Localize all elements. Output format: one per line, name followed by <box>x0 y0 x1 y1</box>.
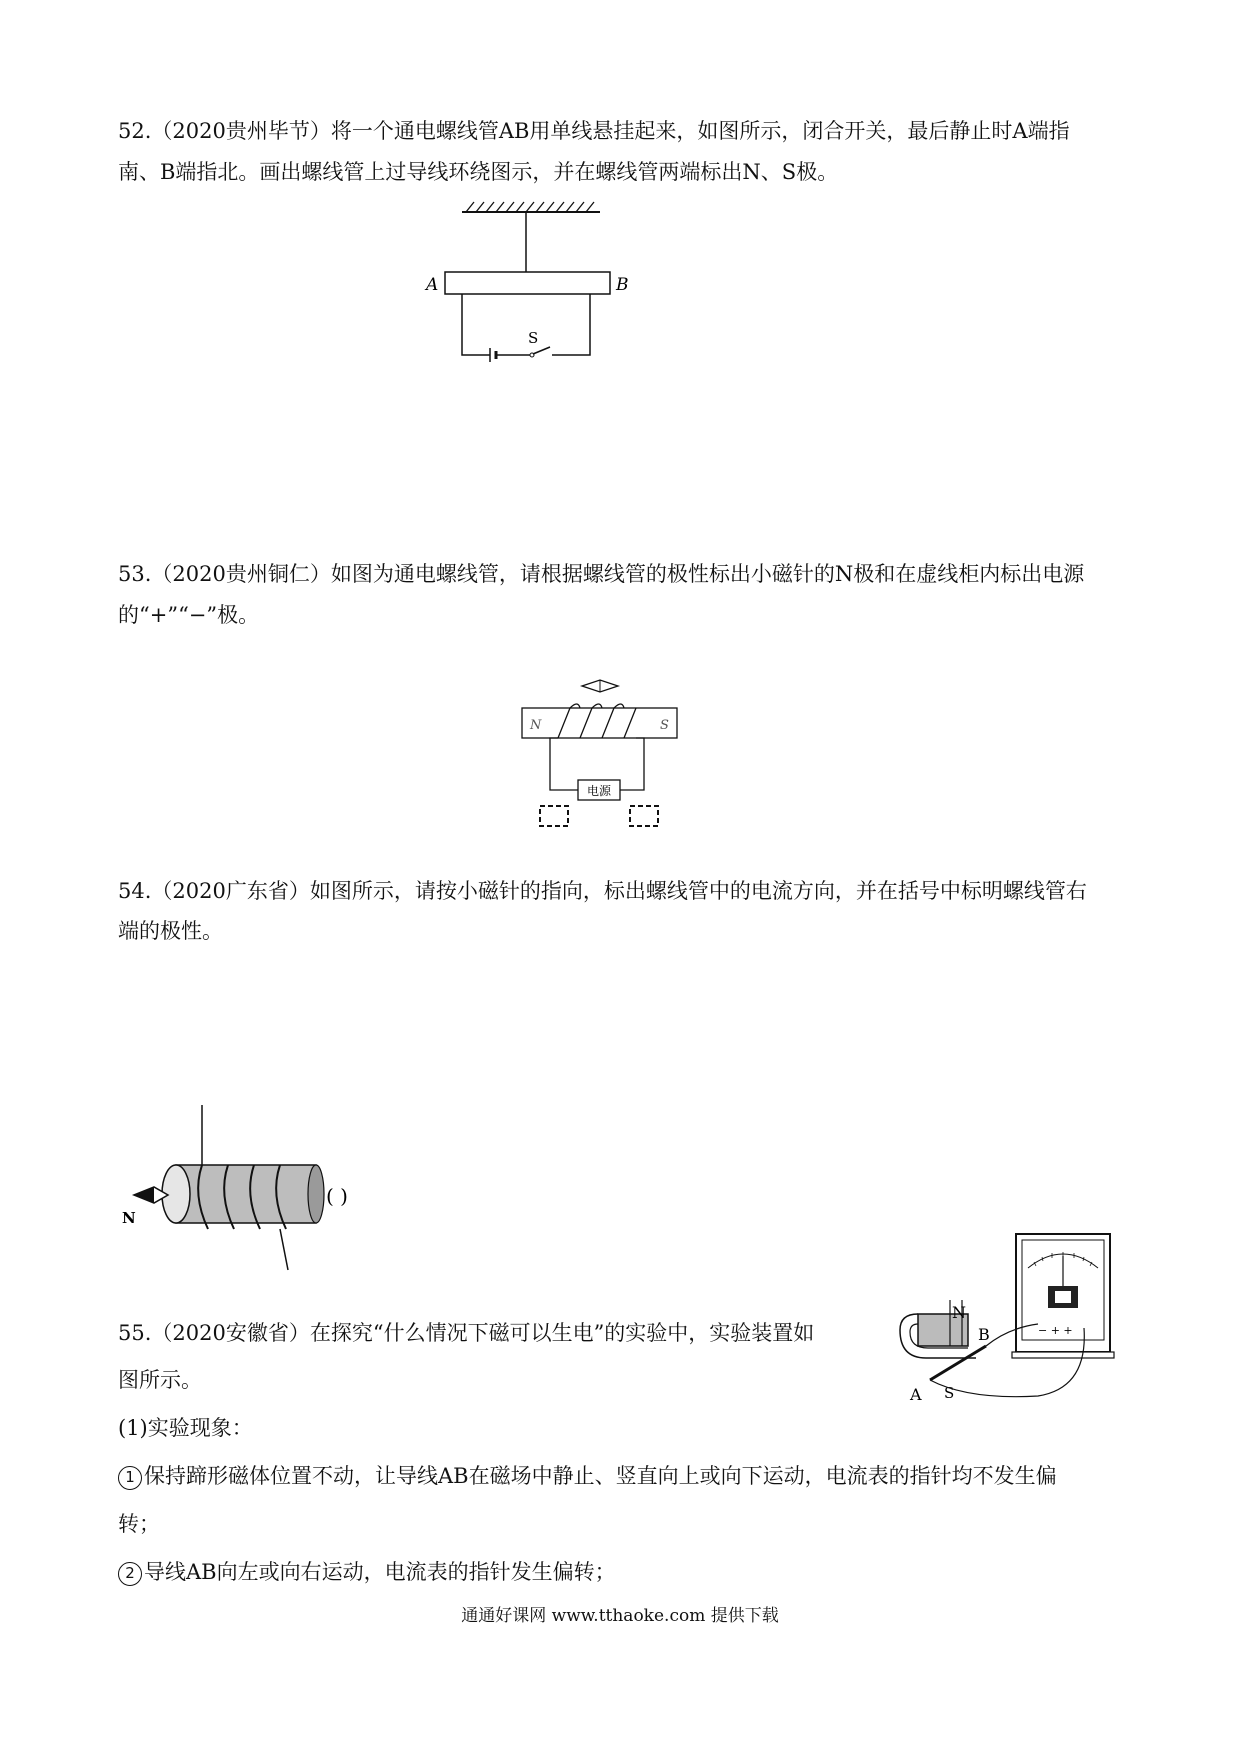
q54-text-line1: 54.（2020广东省）如图所示，请按小磁针的指向，标出螺线管中的电流方向，并在括号中标明螺线管右 <box>118 879 1087 903</box>
magnet-label-n: N <box>952 1303 966 1322</box>
q55-text-line1: 55.（2020安徽省）在探究“什么情况下磁可以生电”的实验中，实验装置如 <box>118 1321 815 1345</box>
switch-s <box>533 347 550 354</box>
meter-terminals: − + + <box>1038 1324 1073 1337</box>
q54-figure <box>118 1095 378 1280</box>
q52-text-line1: 52.（2020贵州毕节）将一个通电螺线管AB用单线悬挂起来，如图所示，闭合开关，最后静止时A端指 <box>118 119 1070 143</box>
q55-item2-text: 导线AB向左或向右运动，电流表的指针发生偏转； <box>144 1560 616 1584</box>
q55-item2 <box>118 1557 616 1587</box>
label-s: S <box>660 718 669 733</box>
circled-number-2: 2 <box>118 1562 142 1586</box>
wire-label-b: B <box>978 1325 990 1344</box>
q53-text-line2: 的“+”“−”极。 <box>118 603 260 627</box>
solenoid-ab <box>445 272 610 294</box>
q55-text-line2: 图所示。 <box>118 1368 202 1392</box>
q55-item1 <box>118 1461 1057 1491</box>
conductor-ab <box>930 1346 986 1380</box>
circled-number-1: 1 <box>118 1466 142 1490</box>
label-b: B <box>616 275 629 295</box>
power-label: 电源 <box>586 784 612 798</box>
needle-label: N <box>122 1209 136 1227</box>
q55-figure <box>888 1228 1128 1403</box>
label-a: A <box>426 275 439 295</box>
q52-figure <box>420 198 640 378</box>
right-dashed-box <box>630 806 658 826</box>
magnet-label-s: S <box>944 1384 955 1402</box>
q52-text-line2: 南、B端指北。画出螺线管上过导线环绕图示，并在螺线管两端标出N、S极。 <box>118 160 839 184</box>
solenoid-core <box>522 708 677 738</box>
wire-label-a: A <box>910 1385 922 1403</box>
q55-item1-text: 保持蹄形磁体位置不动，让导线AB在磁场中静止、竖直向上或向下运动，电流表的指针均不发生偏 <box>144 1464 1057 1488</box>
left-dashed-box <box>540 806 568 826</box>
q53-text-line1: 53.（2020贵州铜仁）如图为通电螺线管，请根据螺线管的极性标出小磁针的N极和在虚线柜内标出电源 <box>118 562 1085 586</box>
q55-text-line3: (1)实验现象： <box>118 1416 253 1440</box>
switch-label: S <box>528 329 539 347</box>
label-n: N <box>530 718 542 733</box>
polarity-bracket: ( ) <box>326 1184 348 1208</box>
q53-figure <box>520 678 680 828</box>
solenoid-body <box>176 1165 316 1223</box>
q54-text-line2: 端的极性。 <box>118 919 223 943</box>
q55-item1-cont: 转； <box>118 1512 160 1536</box>
footer-source: 通通好课网 www.tthaoke.com 提供下载 <box>461 1606 779 1626</box>
